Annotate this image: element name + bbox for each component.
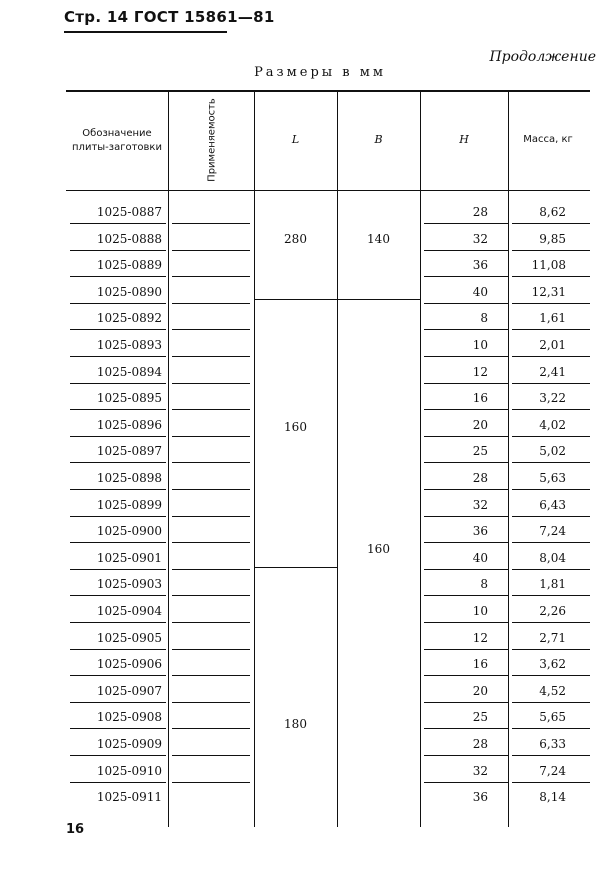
row-rule-h (424, 356, 508, 357)
row-rule-code (70, 356, 166, 357)
continuation-label: Продолжение (489, 49, 596, 65)
merged-L-160: 160 (284, 420, 307, 434)
row-code: 1025-0903 (96, 577, 162, 592)
row-mass: 2,41 (539, 364, 566, 379)
row-rule-mass (512, 755, 590, 756)
row-code: 1025-0896 (96, 417, 162, 432)
row-rule-applicability (172, 649, 250, 650)
row-code: 1025-0892 (96, 311, 162, 326)
row-rule-mass (512, 542, 590, 543)
row-rule-mass (512, 728, 590, 729)
row-mass: 5,63 (539, 471, 566, 485)
row-code: 1025-0909 (96, 737, 162, 751)
row-code: 1025-0906 (96, 657, 162, 672)
row-rule-mass (512, 622, 590, 623)
row-rule-code (70, 728, 166, 729)
row-code: 1025-0900 (96, 524, 162, 539)
row-rule-code (70, 569, 166, 570)
row-rule-h (424, 755, 508, 756)
row-mass: 8,14 (539, 790, 566, 805)
row-rule-applicability (172, 223, 250, 224)
row-rule-applicability (172, 702, 250, 703)
col-header-mass: Масса, кг (523, 134, 573, 145)
row-code: 1025-0897 (96, 444, 162, 459)
row-h: 16 (472, 657, 488, 672)
row-rule-h (424, 436, 508, 437)
row-rule-mass (512, 223, 590, 224)
row-rule-mass (512, 569, 590, 570)
col-header-designation: Обозначение плиты-заготовки (72, 128, 162, 153)
row-h: 36 (472, 258, 488, 273)
row-rule-mass (512, 356, 590, 357)
col-sep-3 (337, 92, 338, 827)
merged-L-280: 280 (284, 232, 307, 246)
header-bottom-rule (66, 190, 590, 191)
row-h: 10 (472, 338, 488, 352)
row-rule-h (424, 223, 508, 224)
row-rule-h (424, 276, 508, 277)
row-code: 1025-0905 (96, 630, 162, 645)
row-rule-h (424, 542, 508, 543)
row-rule-applicability (172, 569, 250, 570)
row-mass: 5,02 (539, 444, 566, 459)
row-rule-applicability (172, 409, 250, 410)
row-rule-h (424, 409, 508, 410)
row-mass: 7,24 (539, 524, 566, 539)
row-rule-applicability (172, 276, 250, 277)
row-h: 28 (472, 471, 488, 485)
row-rule-mass (512, 489, 590, 490)
table-top-rule (66, 90, 590, 92)
row-rule-mass (512, 702, 590, 703)
row-rule-code (70, 516, 166, 517)
row-rule-applicability (172, 675, 250, 676)
row-rule-mass (512, 436, 590, 437)
row-h: 28 (472, 737, 488, 751)
row-code: 1025-0910 (96, 763, 162, 778)
row-h: 40 (472, 550, 488, 565)
row-rule-code (70, 223, 166, 224)
row-rule-applicability (172, 516, 250, 517)
col-header-applicability: Применяемость (206, 98, 218, 182)
row-h: 32 (472, 763, 488, 778)
row-mass: 5,65 (539, 710, 566, 725)
row-h: 25 (472, 444, 488, 459)
row-rule-mass (512, 782, 590, 783)
row-h: 36 (472, 790, 488, 805)
row-rule-h (424, 782, 508, 783)
row-rule-code (70, 489, 166, 490)
row-h: 12 (472, 630, 488, 645)
row-rule-mass (512, 303, 590, 304)
row-rule-code (70, 649, 166, 650)
row-mass: 4,02 (539, 417, 566, 432)
group-divider-280 (254, 299, 420, 300)
row-h: 32 (472, 497, 488, 512)
col-header-L: L (291, 133, 300, 146)
row-h: 20 (472, 417, 488, 432)
row-code: 1025-0898 (96, 471, 162, 485)
row-code: 1025-0893 (96, 338, 162, 352)
merged-L-180: 180 (284, 717, 307, 731)
row-mass: 2,26 (539, 604, 566, 618)
row-h: 8 (480, 311, 488, 326)
group-divider-160 (254, 567, 337, 568)
row-rule-applicability (172, 303, 250, 304)
row-rule-code (70, 782, 166, 783)
row-rule-code (70, 542, 166, 543)
row-rule-code (70, 250, 166, 251)
row-mass: 8,62 (539, 205, 566, 219)
row-rule-applicability (172, 622, 250, 623)
row-rule-mass (512, 649, 590, 650)
row-rule-code (70, 383, 166, 384)
row-code: 1025-0907 (96, 683, 162, 698)
row-mass: 11,08 (531, 258, 566, 273)
row-code: 1025-0889 (96, 258, 162, 273)
row-h: 40 (472, 284, 488, 299)
row-rule-applicability (172, 356, 250, 357)
row-rule-h (424, 329, 508, 330)
row-rule-mass (512, 250, 590, 251)
row-code: 1025-0904 (96, 604, 162, 618)
row-mass: 2,01 (539, 338, 566, 352)
row-rule-h (424, 303, 508, 304)
row-h: 8 (480, 577, 488, 592)
row-rule-applicability (172, 462, 250, 463)
row-rule-code (70, 675, 166, 676)
row-h: 32 (472, 231, 488, 246)
row-rule-h (424, 728, 508, 729)
row-h: 28 (472, 205, 488, 219)
row-rule-h (424, 516, 508, 517)
row-code: 1025-0895 (96, 391, 162, 406)
row-rule-applicability (172, 436, 250, 437)
merged-B-140: 140 (367, 232, 390, 246)
row-rule-applicability (172, 489, 250, 490)
row-rule-h (424, 675, 508, 676)
col-header-B: B (374, 133, 383, 146)
row-rule-mass (512, 675, 590, 676)
row-rule-mass (512, 276, 590, 277)
row-rule-applicability (172, 383, 250, 384)
col-sep-1 (168, 92, 169, 827)
page-header: Стр. 14 ГОСТ 15861—81 (64, 8, 275, 26)
col-header-H: H (459, 133, 469, 146)
row-code: 1025-0899 (96, 497, 162, 512)
row-rule-code (70, 755, 166, 756)
row-h: 12 (472, 364, 488, 379)
row-rule-code (70, 595, 166, 596)
row-code: 1025-0911 (96, 790, 162, 805)
row-rule-applicability (172, 329, 250, 330)
row-rule-applicability (172, 250, 250, 251)
row-rule-code (70, 329, 166, 330)
row-rule-h (424, 383, 508, 384)
units-caption: Размеры в мм (254, 65, 386, 80)
row-rule-mass (512, 462, 590, 463)
row-rule-h (424, 595, 508, 596)
row-rule-h (424, 622, 508, 623)
row-code: 1025-0888 (96, 231, 162, 246)
row-rule-code (70, 462, 166, 463)
row-h: 20 (472, 683, 488, 698)
row-rule-applicability (172, 755, 250, 756)
row-mass: 6,43 (539, 497, 566, 512)
row-rule-applicability (172, 542, 250, 543)
row-rule-h (424, 489, 508, 490)
row-rule-mass (512, 329, 590, 330)
row-rule-code (70, 622, 166, 623)
row-code: 1025-0894 (96, 364, 162, 379)
row-mass: 4,52 (539, 683, 566, 698)
row-mass: 8,04 (539, 550, 566, 565)
row-h: 36 (472, 524, 488, 539)
row-rule-code (70, 276, 166, 277)
row-code: 1025-0901 (96, 550, 162, 565)
row-rule-applicability (172, 782, 250, 783)
row-rule-mass (512, 383, 590, 384)
row-rule-h (424, 702, 508, 703)
row-rule-code (70, 303, 166, 304)
row-mass: 9,85 (539, 231, 566, 246)
row-code: 1025-0890 (96, 284, 162, 299)
row-rule-h (424, 250, 508, 251)
row-mass: 2,71 (539, 630, 566, 645)
row-rule-code (70, 409, 166, 410)
row-rule-h (424, 462, 508, 463)
row-rule-h (424, 569, 508, 570)
row-mass: 6,33 (539, 737, 566, 751)
row-mass: 3,22 (539, 391, 566, 406)
row-rule-code (70, 436, 166, 437)
row-mass: 3,62 (539, 657, 566, 672)
row-h: 10 (472, 604, 488, 618)
row-rule-applicability (172, 595, 250, 596)
row-rule-mass (512, 409, 590, 410)
row-rule-applicability (172, 728, 250, 729)
page-number: 16 (66, 822, 85, 837)
row-mass: 7,24 (539, 763, 566, 778)
row-rule-code (70, 702, 166, 703)
row-h: 25 (472, 710, 488, 725)
row-mass: 1,61 (539, 311, 566, 326)
row-rule-mass (512, 595, 590, 596)
row-mass: 1,81 (539, 577, 566, 592)
header-underline (64, 31, 227, 33)
row-code: 1025-0887 (96, 205, 162, 219)
row-mass: 12,31 (531, 284, 566, 299)
row-rule-mass (512, 516, 590, 517)
merged-B-160: 160 (367, 542, 390, 556)
row-code: 1025-0908 (96, 710, 162, 725)
row-h: 16 (472, 391, 488, 406)
row-rule-h (424, 649, 508, 650)
